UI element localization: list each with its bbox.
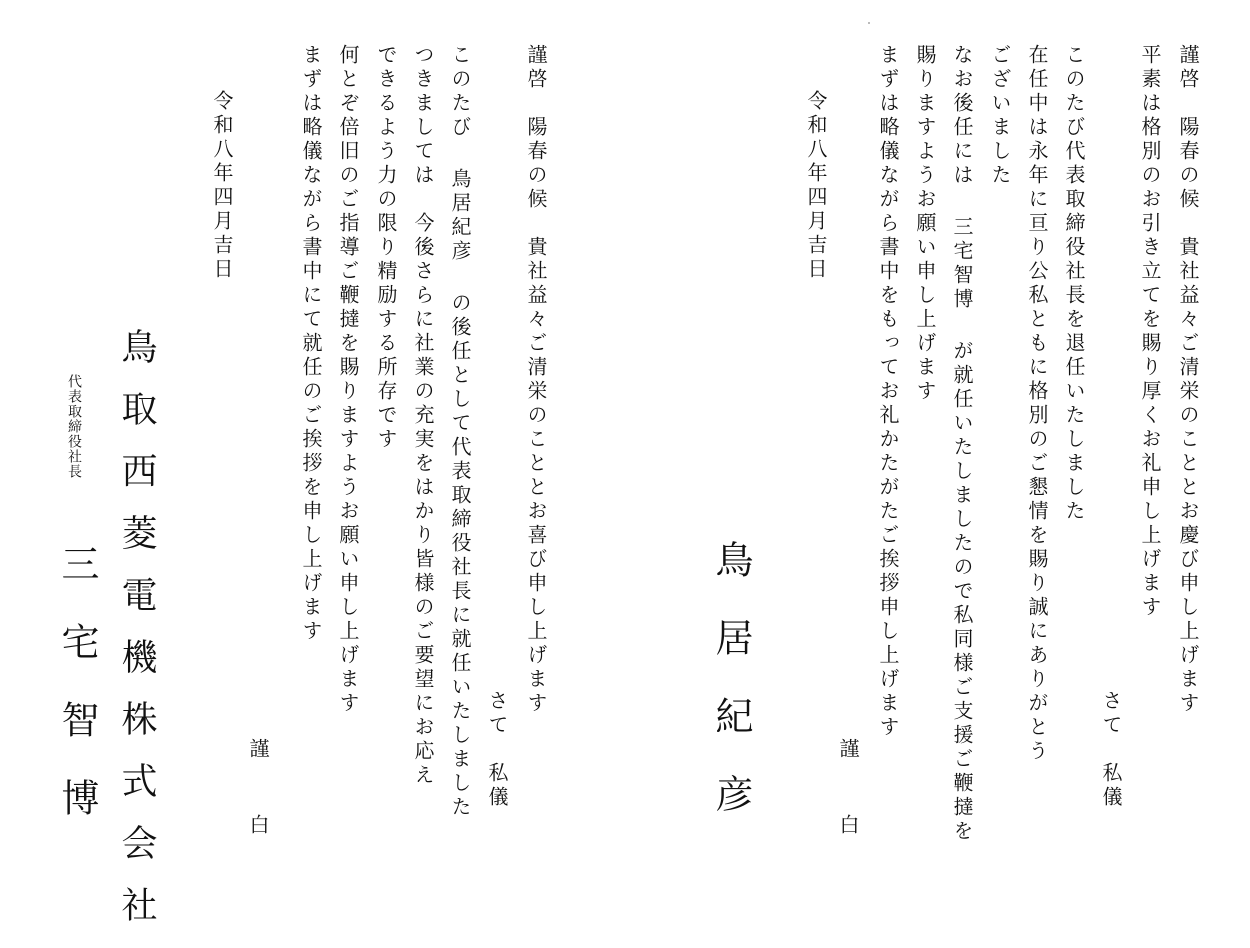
right-line-2: 平素は格別のお引き立てを賜り厚くお礼申し上げます bbox=[1138, 44, 1162, 620]
left-date: 令和八年四月吉日 bbox=[210, 90, 234, 282]
left-line-1: 謹啓 陽春の候 貴社益々ご清栄のこととお喜び申し上げます bbox=[524, 44, 548, 716]
right-closing: 謹 白 bbox=[836, 738, 860, 852]
right-line-3: さて 私儀 bbox=[1099, 690, 1123, 810]
left-closing: 謹 白 bbox=[246, 738, 270, 852]
right-signer: 鳥居紀彦 bbox=[709, 540, 753, 852]
center-dot bbox=[868, 22, 870, 24]
left-line-7: まずは略儀ながら書中にて就任のご挨拶を申し上げます bbox=[299, 44, 323, 644]
right-date: 令和八年四月吉日 bbox=[804, 90, 828, 282]
right-line-5: 在任中は永年に亘り公私ともに格別のご懇情を賜り誠にありがとう bbox=[1025, 44, 1049, 764]
right-line-8: 賜りますようお願い申し上げます bbox=[913, 44, 937, 404]
right-line-1: 謹啓 陽春の候 貴社益々ご清栄のこととお慶び申し上げます bbox=[1176, 44, 1200, 716]
left-line-2: さて 私儀 bbox=[485, 690, 509, 810]
right-line-9: まずは略儀ながら書中をもってお礼かたがたご挨拶申し上げます bbox=[876, 44, 900, 740]
left-signer: 三宅智博 bbox=[55, 544, 99, 856]
right-line-4: このたび代表取締役社長を退任いたしました bbox=[1062, 44, 1086, 524]
right-line-7: なお後任には 三宅智博 が就任いたしましたので私同様ご支援ご鞭撻を bbox=[950, 44, 974, 844]
left-line-6: 何とぞ倍旧のご指導ご鞭撻を賜りますようお願い申し上げます bbox=[336, 44, 360, 716]
right-line-6: ございました bbox=[988, 44, 1012, 188]
representative-title: 代表取締役社長 bbox=[66, 374, 82, 479]
left-line-3: このたび 鳥居紀彦 の後任として代表取締役社長に就任いたしました bbox=[448, 44, 472, 820]
left-line-4: つきましては 今後さらに社業の充実をはかり皆様のご要望にお応え bbox=[411, 44, 435, 788]
left-line-5: できるよう力の限り精励する所存です bbox=[374, 44, 398, 452]
company-name: 鳥取西菱電機株式会社 bbox=[116, 328, 157, 948]
